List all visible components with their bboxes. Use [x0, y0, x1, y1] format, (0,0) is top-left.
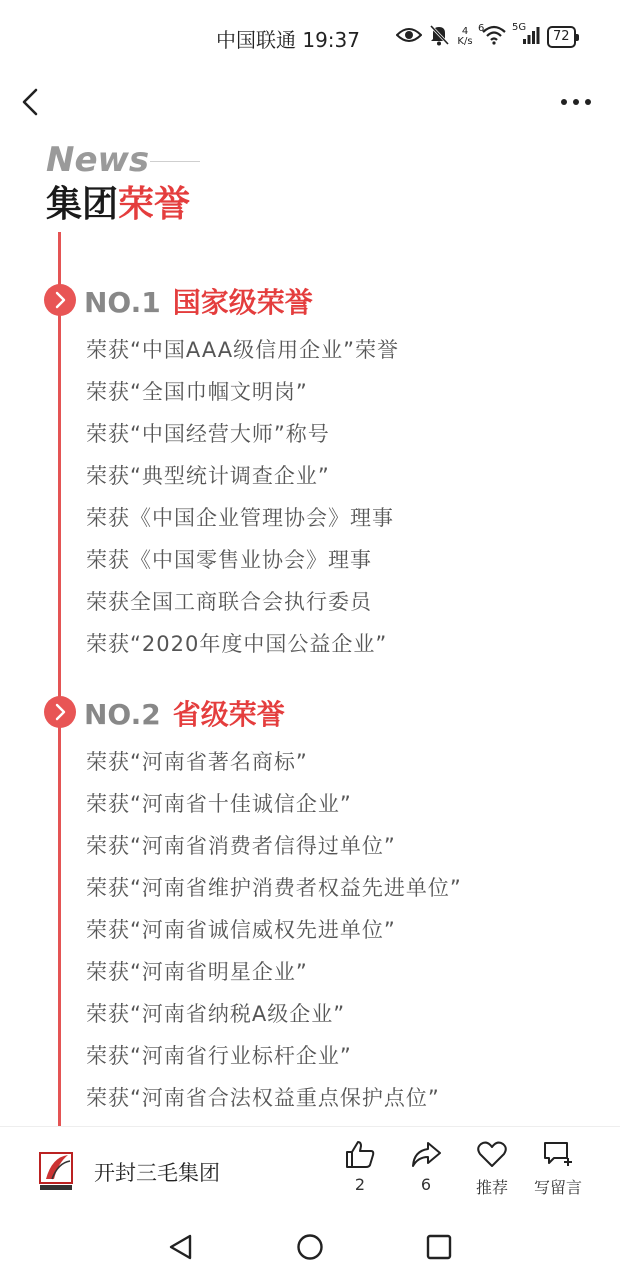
nav-recents-button[interactable]	[424, 1232, 454, 1266]
section-number: NO.1	[84, 286, 161, 319]
triangle-back-icon	[166, 1232, 196, 1262]
write-comment-button[interactable]	[528, 1139, 588, 1198]
list-item: 荣获《中国企业管理协会》理事	[86, 506, 394, 530]
share-arrow-icon	[410, 1139, 442, 1169]
section-heading-2	[84, 693, 285, 733]
back-arrow-icon	[14, 82, 50, 122]
section-heading-1	[84, 281, 313, 321]
chevron-right-icon	[44, 284, 76, 316]
nav-back-button[interactable]	[166, 1232, 196, 1266]
section-number: NO.2	[84, 698, 161, 731]
eye-icon	[396, 25, 422, 49]
list-item: 荣获“中国AAA级信用企业”荣誉	[86, 338, 400, 362]
status-icons	[396, 22, 576, 52]
status-bar	[0, 0, 620, 70]
carrier-time: 中国联通 19:37	[216, 28, 360, 52]
list-item: 荣获“河南省十佳诚信企业”	[86, 792, 352, 816]
news-label: News	[46, 140, 150, 180]
more-dots-icon	[556, 88, 596, 116]
list-item: 荣获全国工商联合会执行委员	[86, 590, 372, 614]
wifi-label: 6	[478, 23, 485, 34]
battery-level: 72	[553, 29, 570, 44]
more-button[interactable]	[556, 88, 596, 116]
section-marker-2	[44, 696, 76, 728]
article-action-bar	[0, 1126, 620, 1217]
title-dark: 集团	[46, 184, 119, 225]
like-count: 2	[354, 1175, 366, 1194]
honor-list-national	[86, 329, 399, 665]
list-item: 荣获“全国巾帼文明岗”	[86, 380, 308, 404]
signal-icon	[512, 22, 540, 49]
recommend-label: 推荐	[475, 1178, 508, 1197]
share-button[interactable]	[396, 1139, 456, 1194]
like-button[interactable]	[330, 1139, 390, 1194]
net-speed	[456, 27, 474, 47]
comment-label: 写留言	[533, 1178, 582, 1197]
news-divider	[150, 161, 200, 162]
comment-plus-icon	[542, 1139, 574, 1169]
signal-label: 5G	[512, 22, 527, 33]
system-nav-bar	[0, 1216, 620, 1280]
nav-bar	[0, 76, 620, 126]
account-name[interactable]: 开封三毛集团	[94, 1161, 220, 1185]
account-logo[interactable]	[38, 1149, 76, 1193]
circle-home-icon	[295, 1232, 325, 1262]
honor-list-provincial	[86, 741, 462, 1119]
heart-icon	[476, 1139, 508, 1169]
list-item: 荣获“河南省纳税A级企业”	[86, 1002, 346, 1026]
share-count: 6	[420, 1175, 432, 1194]
section-marker-1	[44, 284, 76, 316]
page-title	[46, 176, 190, 227]
battery-icon	[547, 26, 576, 48]
list-item: 荣获“典型统计调查企业”	[86, 464, 330, 488]
square-recents-icon	[424, 1232, 454, 1262]
net-speed-value: 4	[461, 26, 469, 37]
list-item: 荣获“河南省著名商标”	[86, 750, 308, 774]
net-speed-unit: K/s	[457, 36, 473, 47]
brand-logo-icon	[38, 1149, 76, 1193]
list-item: 荣获“河南省行业标杆企业”	[86, 1044, 352, 1068]
list-item: 荣获“河南省消费者信得过单位”	[86, 834, 396, 858]
bell-muted-icon	[429, 24, 449, 50]
nav-home-button[interactable]	[295, 1232, 325, 1266]
list-item: 荣获“河南省合法权益重点保护点位”	[86, 1086, 440, 1110]
list-item: 荣获“河南省诚信威权先进单位”	[86, 918, 396, 942]
list-item: 荣获“河南省维护消费者权益先进单位”	[86, 876, 462, 900]
timeline-line	[58, 232, 61, 1126]
list-item: 荣获“中国经营大师”称号	[86, 422, 330, 446]
recommend-button[interactable]	[462, 1139, 522, 1198]
section-name: 省级荣誉	[172, 698, 285, 731]
wifi-icon	[478, 23, 507, 49]
thumbs-up-icon	[344, 1139, 376, 1169]
list-item: 荣获“2020年度中国公益企业”	[86, 632, 388, 656]
back-button[interactable]	[14, 82, 50, 122]
chevron-right-icon	[44, 696, 76, 728]
list-item: 荣获《中国零售业协会》理事	[86, 548, 372, 572]
title-red: 荣誉	[118, 184, 191, 225]
section-name: 国家级荣誉	[172, 286, 313, 319]
list-item: 荣获“河南省明星企业”	[86, 960, 308, 984]
